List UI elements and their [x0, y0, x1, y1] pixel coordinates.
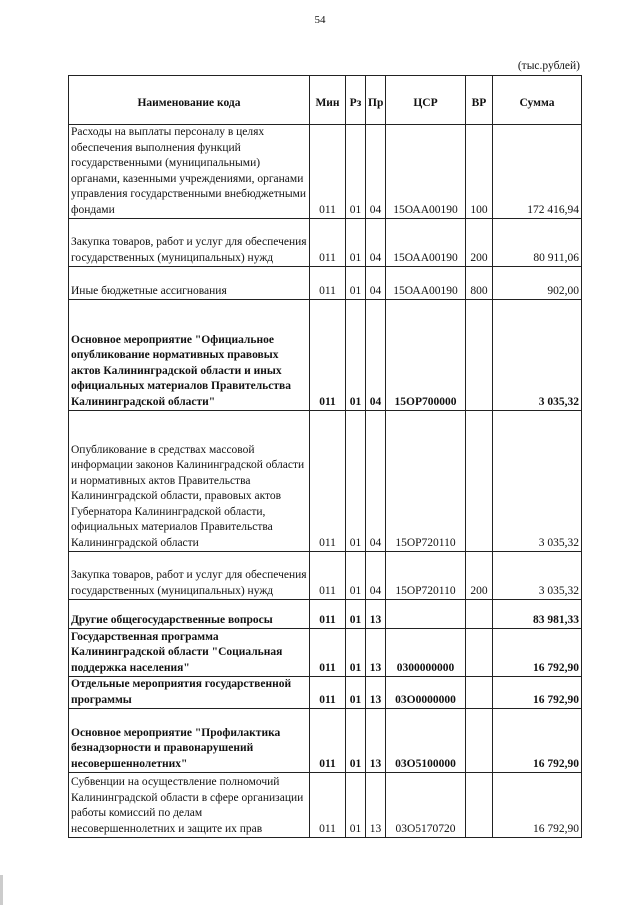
row-rz: 01 [346, 600, 366, 629]
row-vr [466, 411, 493, 552]
row-pr: 13 [366, 709, 386, 773]
row-name: Отдельные мероприятия государственной программы [69, 677, 310, 709]
header-min: Мин [310, 76, 346, 125]
row-sum: 83 981,33 [493, 600, 582, 629]
row-min: 011 [310, 300, 346, 411]
table-row [69, 267, 582, 300]
header-rz: Рз [346, 76, 366, 125]
table-row [69, 300, 582, 411]
row-vr [466, 677, 493, 709]
row-min: 011 [310, 219, 346, 267]
row-csr: 03О0000000 [386, 677, 466, 709]
row-rz: 01 [346, 125, 366, 219]
row-rz: 01 [346, 300, 366, 411]
row-csr: 15ОР700000 [386, 300, 466, 411]
header-csr: ЦСР [386, 76, 466, 125]
row-sum: 16 792,90 [493, 629, 582, 677]
table-row [69, 411, 582, 552]
row-sum: 902,00 [493, 267, 582, 300]
row-vr [466, 629, 493, 677]
row-name: Государственная программа Калининградской области "Социальная поддержка населения" [69, 629, 310, 677]
row-pr: 04 [366, 267, 386, 300]
row-vr [466, 773, 493, 838]
row-min: 011 [310, 600, 346, 629]
row-sum: 16 792,90 [493, 677, 582, 709]
row-rz: 01 [346, 267, 366, 300]
row-sum: 172 416,94 [493, 125, 582, 219]
row-rz: 01 [346, 773, 366, 838]
row-rz: 01 [346, 629, 366, 677]
row-min: 011 [310, 773, 346, 838]
scan-edge-mark [0, 875, 3, 905]
table-row [69, 219, 582, 267]
row-sum: 3 035,32 [493, 411, 582, 552]
row-min: 011 [310, 411, 346, 552]
row-name: Другие общегосударственные вопросы [69, 600, 310, 629]
page-number: 54 [314, 14, 326, 26]
row-pr: 04 [366, 125, 386, 219]
row-rz: 01 [346, 709, 366, 773]
table-header-row [69, 76, 582, 125]
row-min: 011 [310, 709, 346, 773]
row-vr [466, 600, 493, 629]
row-min: 011 [310, 552, 346, 600]
row-pr: 13 [366, 677, 386, 709]
row-min: 011 [310, 629, 346, 677]
row-name: Субвенции на осуществление полномочий Калининградской области в сфере организации работы комиссий по делам несовершеннолетних и защите их прав [69, 773, 310, 838]
row-rz: 01 [346, 677, 366, 709]
row-vr: 200 [466, 219, 493, 267]
row-name: Закупка товаров, работ и услуг для обеспечения государственных (муниципальных) нужд [69, 219, 310, 267]
row-pr: 13 [366, 629, 386, 677]
row-pr: 04 [366, 300, 386, 411]
table-row [69, 677, 582, 709]
row-sum: 16 792,90 [493, 773, 582, 838]
row-csr: 15ОАА00190 [386, 125, 466, 219]
header-vr: ВР [466, 76, 493, 125]
row-rz: 01 [346, 219, 366, 267]
row-vr [466, 709, 493, 773]
row-csr: 15ОАА00190 [386, 219, 466, 267]
row-csr: 15ОАА00190 [386, 267, 466, 300]
row-name: Расходы на выплаты персоналу в целях обеспечения выполнения функций государственными (муниципальными) органами, казенными учреждениями, органами управления государственными внебюджетными фондами [69, 125, 310, 219]
table-row [69, 125, 582, 219]
row-name: Закупка товаров, работ и услуг для обеспечения государственных (муниципальных) нужд [69, 552, 310, 600]
row-min: 011 [310, 677, 346, 709]
table-row [69, 552, 582, 600]
row-min: 011 [310, 267, 346, 300]
table-row [69, 629, 582, 677]
row-pr: 04 [366, 411, 386, 552]
header-pr: Пр [366, 76, 386, 125]
row-sum: 80 911,06 [493, 219, 582, 267]
row-vr: 100 [466, 125, 493, 219]
row-pr: 04 [366, 219, 386, 267]
row-name: Основное мероприятие "Профилактика безнадзорности и правонарушений несовершеннолетних" [69, 709, 310, 773]
row-vr [466, 300, 493, 411]
row-csr [386, 600, 466, 629]
row-csr: 0300000000 [386, 629, 466, 677]
row-pr: 13 [366, 600, 386, 629]
row-pr: 04 [366, 552, 386, 600]
row-csr: 03О5170720 [386, 773, 466, 838]
row-name: Основное мероприятие "Официальное опубликование нормативных правовых актов Калининградской области и иных официальных материалов Правительства Калининградской области" [69, 300, 310, 411]
budget-table [68, 75, 582, 838]
table-row [69, 773, 582, 838]
header-sum: Сумма [493, 76, 582, 125]
units-label: (тыс.рублей) [517, 60, 580, 72]
row-vr: 800 [466, 267, 493, 300]
row-name: Иные бюджетные ассигнования [69, 267, 310, 300]
row-sum: 3 035,32 [493, 300, 582, 411]
row-csr: 03О5100000 [386, 709, 466, 773]
row-csr: 15ОР720110 [386, 411, 466, 552]
header-name: Наименование кода [69, 76, 310, 125]
table-row [69, 709, 582, 773]
row-min: 011 [310, 125, 346, 219]
row-csr: 15ОР720110 [386, 552, 466, 600]
row-sum: 16 792,90 [493, 709, 582, 773]
row-vr: 200 [466, 552, 493, 600]
row-rz: 01 [346, 411, 366, 552]
row-name: Опубликование в средствах массовой информации законов Калининградской области и нормативных актов Правительства Калининградской области, правовых актов Губернатора Калининградской области, официальных материалов Правительства Калининградской области [69, 411, 310, 552]
table-row [69, 600, 582, 629]
row-pr: 13 [366, 773, 386, 838]
row-sum: 3 035,32 [493, 552, 582, 600]
row-rz: 01 [346, 552, 366, 600]
